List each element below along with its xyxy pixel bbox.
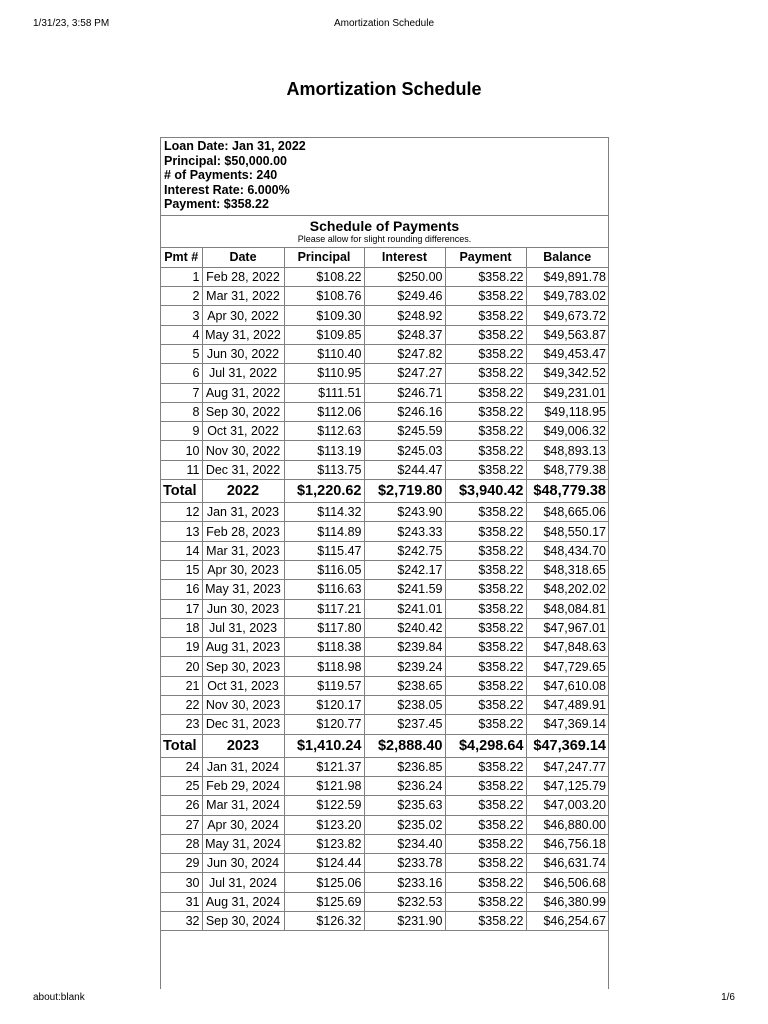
cell-principal: $121.37 [284,757,364,776]
cell-interest: $239.84 [364,638,445,657]
cell-date: Feb 28, 2022 [202,267,284,286]
loan-principal: Principal: $50,000.00 [164,153,287,168]
cell-date: Jan 31, 2024 [202,757,284,776]
year-total-row [161,734,608,757]
cell-interest: $246.16 [364,402,445,421]
cell-principal: $126.32 [284,912,364,931]
table-row [161,364,608,383]
table-row [161,912,608,931]
cell-date: Jun 30, 2024 [202,854,284,873]
cell-interest: $238.05 [364,696,445,715]
cell-principal: $109.85 [284,325,364,344]
cell-principal: $125.06 [284,873,364,892]
cell-interest: $236.85 [364,757,445,776]
table-row [161,715,608,734]
cell-balance: $47,125.79 [526,776,608,795]
cell-date: Feb 28, 2023 [202,522,284,541]
cell-pmt-number: 4 [161,325,202,344]
table-row [161,834,608,853]
cell-interest: $245.03 [364,441,445,460]
schedule-heading-block [161,216,608,248]
cell-payment: $358.22 [445,618,526,637]
cell-payment: $358.22 [445,325,526,344]
cell-date: Sep 30, 2024 [202,912,284,931]
cell-pmt-number: 10 [161,441,202,460]
table-row [161,696,608,715]
cell-principal: $125.69 [284,892,364,911]
cell-principal: $116.05 [284,560,364,579]
cell-principal: $116.63 [284,580,364,599]
cell-payment: $4,298.64 [445,734,526,757]
table-row [161,560,608,579]
cell-principal: $111.51 [284,383,364,402]
cell-interest: $238.65 [364,676,445,695]
cell-payment: $358.22 [445,854,526,873]
table-row [161,441,608,460]
cell-principal: $108.22 [284,267,364,286]
cell-date: Mar 31, 2023 [202,541,284,560]
cell-date: May 31, 2024 [202,834,284,853]
print-doc-title: Amortization Schedule [333,18,435,29]
cell-payment: $358.22 [445,599,526,618]
print-datetime: 1/31/23, 3:58 PM [33,18,110,29]
cell-date: May 31, 2022 [202,325,284,344]
cell-date: Oct 31, 2023 [202,676,284,695]
cell-date: 2022 [202,480,284,503]
cell-balance: $47,247.77 [526,757,608,776]
cell-principal: $117.21 [284,599,364,618]
col-header-pmt: Pmt # [161,248,202,267]
cell-date: Jul 31, 2023 [202,618,284,637]
cell-pmt-number: 3 [161,306,202,325]
cell-principal: $1,410.24 [284,734,364,757]
cell-pmt-number: Total [161,734,202,757]
col-header-balance: Balance [526,248,608,267]
cell-interest: $245.59 [364,422,445,441]
cell-principal: $113.75 [284,460,364,479]
table-row [161,776,608,795]
table-row [161,267,608,286]
cell-balance: $49,006.32 [526,422,608,441]
cell-payment: $358.22 [445,873,526,892]
cell-balance: $46,254.67 [526,912,608,931]
cell-pmt-number: 18 [161,618,202,637]
table-row [161,599,608,618]
cell-interest: $231.90 [364,912,445,931]
cell-payment: $358.22 [445,460,526,479]
cell-payment: $358.22 [445,638,526,657]
table-row [161,580,608,599]
cell-principal: $114.89 [284,522,364,541]
cell-interest: $2,888.40 [364,734,445,757]
cell-date: Apr 30, 2022 [202,306,284,325]
table-row [161,657,608,676]
table-row [161,460,608,479]
cell-date: Nov 30, 2022 [202,441,284,460]
cell-pmt-number: 19 [161,638,202,657]
cell-payment: $358.22 [445,815,526,834]
cell-date: Nov 30, 2023 [202,696,284,715]
print-url: about:blank [33,992,85,1003]
cell-balance: $46,506.68 [526,873,608,892]
schedule-heading: Schedule of Payments [309,218,460,234]
cell-interest: $242.75 [364,541,445,560]
cell-balance: $47,369.14 [526,715,608,734]
table-row [161,541,608,560]
col-header-date: Date [202,248,284,267]
loan-interest-rate: Interest Rate: 6.000% [164,182,290,197]
col-header-payment: Payment [445,248,526,267]
cell-payment: $358.22 [445,267,526,286]
cell-principal: $120.77 [284,715,364,734]
cell-interest: $236.24 [364,776,445,795]
cell-principal: $122.59 [284,796,364,815]
cell-date: Apr 30, 2023 [202,560,284,579]
cell-interest: $246.71 [364,383,445,402]
cell-interest: $234.40 [364,834,445,853]
cell-pmt-number: 20 [161,657,202,676]
cell-pmt-number: 5 [161,344,202,363]
cell-payment: $358.22 [445,912,526,931]
cell-pmt-number: 13 [161,522,202,541]
cell-interest: $248.92 [364,306,445,325]
cell-pmt-number: 27 [161,815,202,834]
cell-interest: $2,719.80 [364,480,445,503]
cell-pmt-number: 29 [161,854,202,873]
cell-balance: $46,880.00 [526,815,608,834]
table-row [161,287,608,306]
cell-principal: $124.44 [284,854,364,873]
cell-interest: $241.01 [364,599,445,618]
cell-payment: $358.22 [445,402,526,421]
table-row [161,325,608,344]
cell-date: Apr 30, 2024 [202,815,284,834]
cell-interest: $250.00 [364,267,445,286]
cell-balance: $49,563.87 [526,325,608,344]
cell-balance: $49,891.78 [526,267,608,286]
cell-payment: $358.22 [445,696,526,715]
cell-principal: $110.95 [284,364,364,383]
table-row [161,873,608,892]
cell-date: Mar 31, 2022 [202,287,284,306]
cell-balance: $47,610.08 [526,676,608,695]
cell-pmt-number: 28 [161,834,202,853]
cell-principal: $115.47 [284,541,364,560]
cell-principal: $123.82 [284,834,364,853]
cell-interest: $239.24 [364,657,445,676]
cell-payment: $358.22 [445,757,526,776]
table-row [161,796,608,815]
cell-principal: $1,220.62 [284,480,364,503]
cell-principal: $112.63 [284,422,364,441]
cell-pmt-number: 2 [161,287,202,306]
cell-pmt-number: 15 [161,560,202,579]
cell-pmt-number: 32 [161,912,202,931]
cell-interest: $235.02 [364,815,445,834]
table-row [161,854,608,873]
table-row [161,815,608,834]
cell-payment: $358.22 [445,580,526,599]
cell-interest: $237.45 [364,715,445,734]
cell-date: Aug 31, 2023 [202,638,284,657]
cell-balance: $49,673.72 [526,306,608,325]
table-row [161,618,608,637]
cell-balance: $46,756.18 [526,834,608,853]
cell-balance: $49,342.52 [526,364,608,383]
cell-balance: $48,434.70 [526,541,608,560]
loan-info [161,138,608,216]
cell-pmt-number: 9 [161,422,202,441]
cell-interest: $243.90 [364,503,445,522]
cell-interest: $242.17 [364,560,445,579]
cell-balance: $48,318.65 [526,560,608,579]
cell-principal: $113.19 [284,441,364,460]
col-header-principal: Principal [284,248,364,267]
table-row [161,402,608,421]
cell-date: Jun 30, 2022 [202,344,284,363]
cell-pmt-number: Total [161,480,202,503]
cell-date: Oct 31, 2022 [202,422,284,441]
cell-payment: $358.22 [445,776,526,795]
cell-payment: $358.22 [445,306,526,325]
col-header-interest: Interest [364,248,445,267]
cell-payment: $358.22 [445,344,526,363]
cell-balance: $48,084.81 [526,599,608,618]
loan-num-payments: # of Payments: 240 [164,168,278,183]
table-row [161,638,608,657]
cell-principal: $110.40 [284,344,364,363]
cell-date: May 31, 2023 [202,580,284,599]
table-row [161,676,608,695]
cell-pmt-number: 22 [161,696,202,715]
cell-payment: $358.22 [445,422,526,441]
cell-balance: $48,893.13 [526,441,608,460]
table-row [161,422,608,441]
cell-principal: $114.32 [284,503,364,522]
cell-payment: $358.22 [445,522,526,541]
cell-balance: $47,967.01 [526,618,608,637]
cell-balance: $48,665.06 [526,503,608,522]
rounding-note: Please allow for slight rounding differences. [297,234,472,244]
cell-payment: $3,940.42 [445,480,526,503]
cell-payment: $358.22 [445,383,526,402]
cell-date: Dec 31, 2022 [202,460,284,479]
cell-pmt-number: 17 [161,599,202,618]
cell-payment: $358.22 [445,796,526,815]
cell-payment: $358.22 [445,441,526,460]
cell-date: Sep 30, 2022 [202,402,284,421]
table-row [161,757,608,776]
cell-interest: $240.42 [364,618,445,637]
cell-pmt-number: 6 [161,364,202,383]
cell-principal: $117.80 [284,618,364,637]
cell-balance: $48,202.02 [526,580,608,599]
cell-pmt-number: 16 [161,580,202,599]
cell-interest: $247.27 [364,364,445,383]
table-row [161,383,608,402]
schedule-frame [160,137,609,989]
cell-payment: $358.22 [445,287,526,306]
cell-pmt-number: 14 [161,541,202,560]
cell-date: 2023 [202,734,284,757]
cell-payment: $358.22 [445,541,526,560]
cell-date: Mar 31, 2024 [202,796,284,815]
cell-principal: $108.76 [284,287,364,306]
cell-date: Jul 31, 2024 [202,873,284,892]
page-title: Amortization Schedule [286,79,482,99]
cell-pmt-number: 12 [161,503,202,522]
cell-interest: $248.37 [364,325,445,344]
cell-balance: $49,231.01 [526,383,608,402]
cell-date: Aug 31, 2024 [202,892,284,911]
cell-pmt-number: 1 [161,267,202,286]
year-total-row [161,480,608,503]
cell-payment: $358.22 [445,676,526,695]
cell-date: Feb 29, 2024 [202,776,284,795]
cell-interest: $233.16 [364,873,445,892]
cell-interest: $241.59 [364,580,445,599]
cell-pmt-number: 23 [161,715,202,734]
cell-pmt-number: 7 [161,383,202,402]
cell-balance: $49,118.95 [526,402,608,421]
cell-pmt-number: 24 [161,757,202,776]
cell-date: Jun 30, 2023 [202,599,284,618]
cell-payment: $358.22 [445,657,526,676]
cell-pmt-number: 21 [161,676,202,695]
cell-interest: $232.53 [364,892,445,911]
cell-payment: $358.22 [445,892,526,911]
table-row [161,503,608,522]
cell-interest: $249.46 [364,287,445,306]
cell-pmt-number: 31 [161,892,202,911]
cell-balance: $46,631.74 [526,854,608,873]
cell-payment: $358.22 [445,503,526,522]
cell-balance: $47,848.63 [526,638,608,657]
cell-payment: $358.22 [445,715,526,734]
cell-balance: $49,783.02 [526,287,608,306]
cell-principal: $119.57 [284,676,364,695]
cell-date: Sep 30, 2023 [202,657,284,676]
table-header-row [161,248,608,267]
cell-pmt-number: 26 [161,796,202,815]
cell-pmt-number: 8 [161,402,202,421]
cell-balance: $47,003.20 [526,796,608,815]
cell-principal: $112.06 [284,402,364,421]
table-row [161,344,608,363]
loan-date: Loan Date: Jan 31, 2022 [164,139,306,153]
cell-principal: $118.38 [284,638,364,657]
table-row [161,522,608,541]
cell-balance: $46,380.99 [526,892,608,911]
cell-interest: $244.47 [364,460,445,479]
cell-principal: $109.30 [284,306,364,325]
cell-pmt-number: 25 [161,776,202,795]
loan-payment: Payment: $358.22 [164,197,269,212]
cell-principal: $121.98 [284,776,364,795]
cell-date: Jan 31, 2023 [202,503,284,522]
cell-pmt-number: 11 [161,460,202,479]
cell-interest: $247.82 [364,344,445,363]
cell-interest: $243.33 [364,522,445,541]
cell-payment: $358.22 [445,364,526,383]
cell-balance: $48,779.38 [526,460,608,479]
cell-principal: $120.17 [284,696,364,715]
cell-interest: $235.63 [364,796,445,815]
cell-balance: $47,729.65 [526,657,608,676]
cell-payment: $358.22 [445,834,526,853]
cell-balance: $49,453.47 [526,344,608,363]
cell-pmt-number: 30 [161,873,202,892]
table-row [161,306,608,325]
cell-balance: $48,779.38 [526,480,608,503]
cell-date: Dec 31, 2023 [202,715,284,734]
print-page-number: 1/6 [721,992,735,1003]
table-row [161,892,608,911]
cell-principal: $123.20 [284,815,364,834]
cell-balance: $47,489.91 [526,696,608,715]
cell-principal: $118.98 [284,657,364,676]
cell-balance: $48,550.17 [526,522,608,541]
cell-balance: $47,369.14 [526,734,608,757]
cell-interest: $233.78 [364,854,445,873]
cell-date: Jul 31, 2022 [202,364,284,383]
cell-date: Aug 31, 2022 [202,383,284,402]
cell-payment: $358.22 [445,560,526,579]
payment-table [161,248,608,931]
